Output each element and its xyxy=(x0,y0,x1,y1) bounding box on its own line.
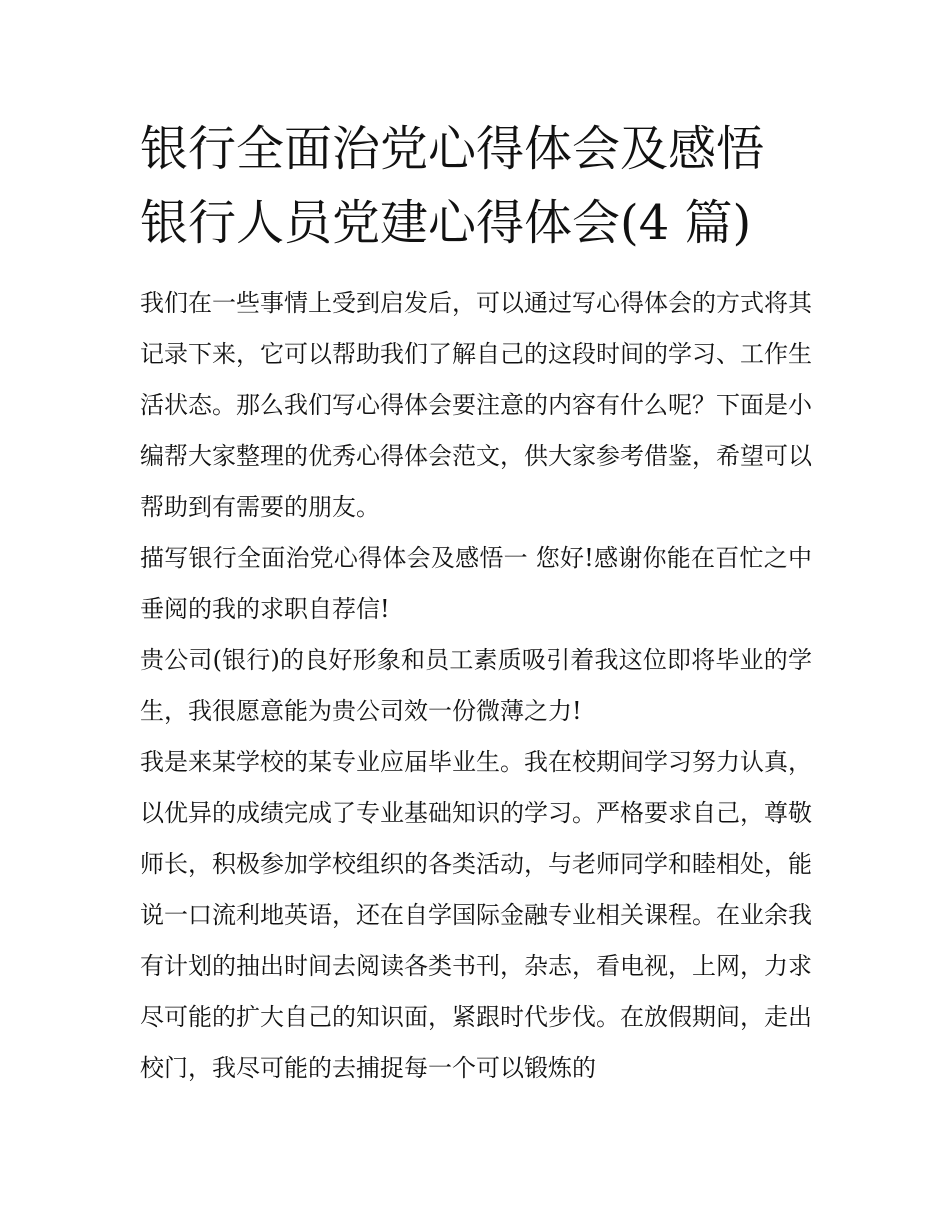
paragraph-self-intro: 我是来某学校的某专业应届毕业生。我在校期间学习努力认真，以优异的成绩完成了专业基础知识的学习。严格要求自己，尊敬师长，积极参加学校组织的各类活动，与老师同学和睦相处，能说一口流利地英语，还在自学国际金融专业相关课程。在业余我有计划的抽出时间去阅读各类书刊，杂志，看电视，上网，力求尽可能的扩大自己的知识面，紧跟时代步伐。在放假期间，走出校门，我尽可能的去捕捉每一个可以锻炼的 xyxy=(140,748,812,1082)
document-body xyxy=(140,278,812,1094)
title-line-2: 银行人员党建心得体会(4 篇) xyxy=(140,195,752,251)
paragraph-greeting: 描写银行全面治党心得体会及感悟一 您好!感谢你能在百忙之中垂阅的我的求职自荐信! xyxy=(140,544,812,623)
paragraph-intro: 我们在一些事情上受到启发后，可以通过写心得体会的方式将其记录下来，它可以帮助我们了解自己的这段时间的学习、工作生活状态。那么我们写心得体会要注意的内容有什么呢？下面是小编帮大家整理的优秀心得体会范文，供大家参考借鉴，希望可以帮助到有需要的朋友。 xyxy=(140,289,812,521)
document-page xyxy=(140,112,812,1094)
document-title xyxy=(140,112,812,260)
title-line-1: 银行全面治党心得体会及感悟 xyxy=(140,121,765,177)
paragraph-company: 贵公司(银行)的良好形象和员工素质吸引着我这位即将毕业的学生，我很愿意能为贵公司效一份微薄之力! xyxy=(140,646,812,725)
